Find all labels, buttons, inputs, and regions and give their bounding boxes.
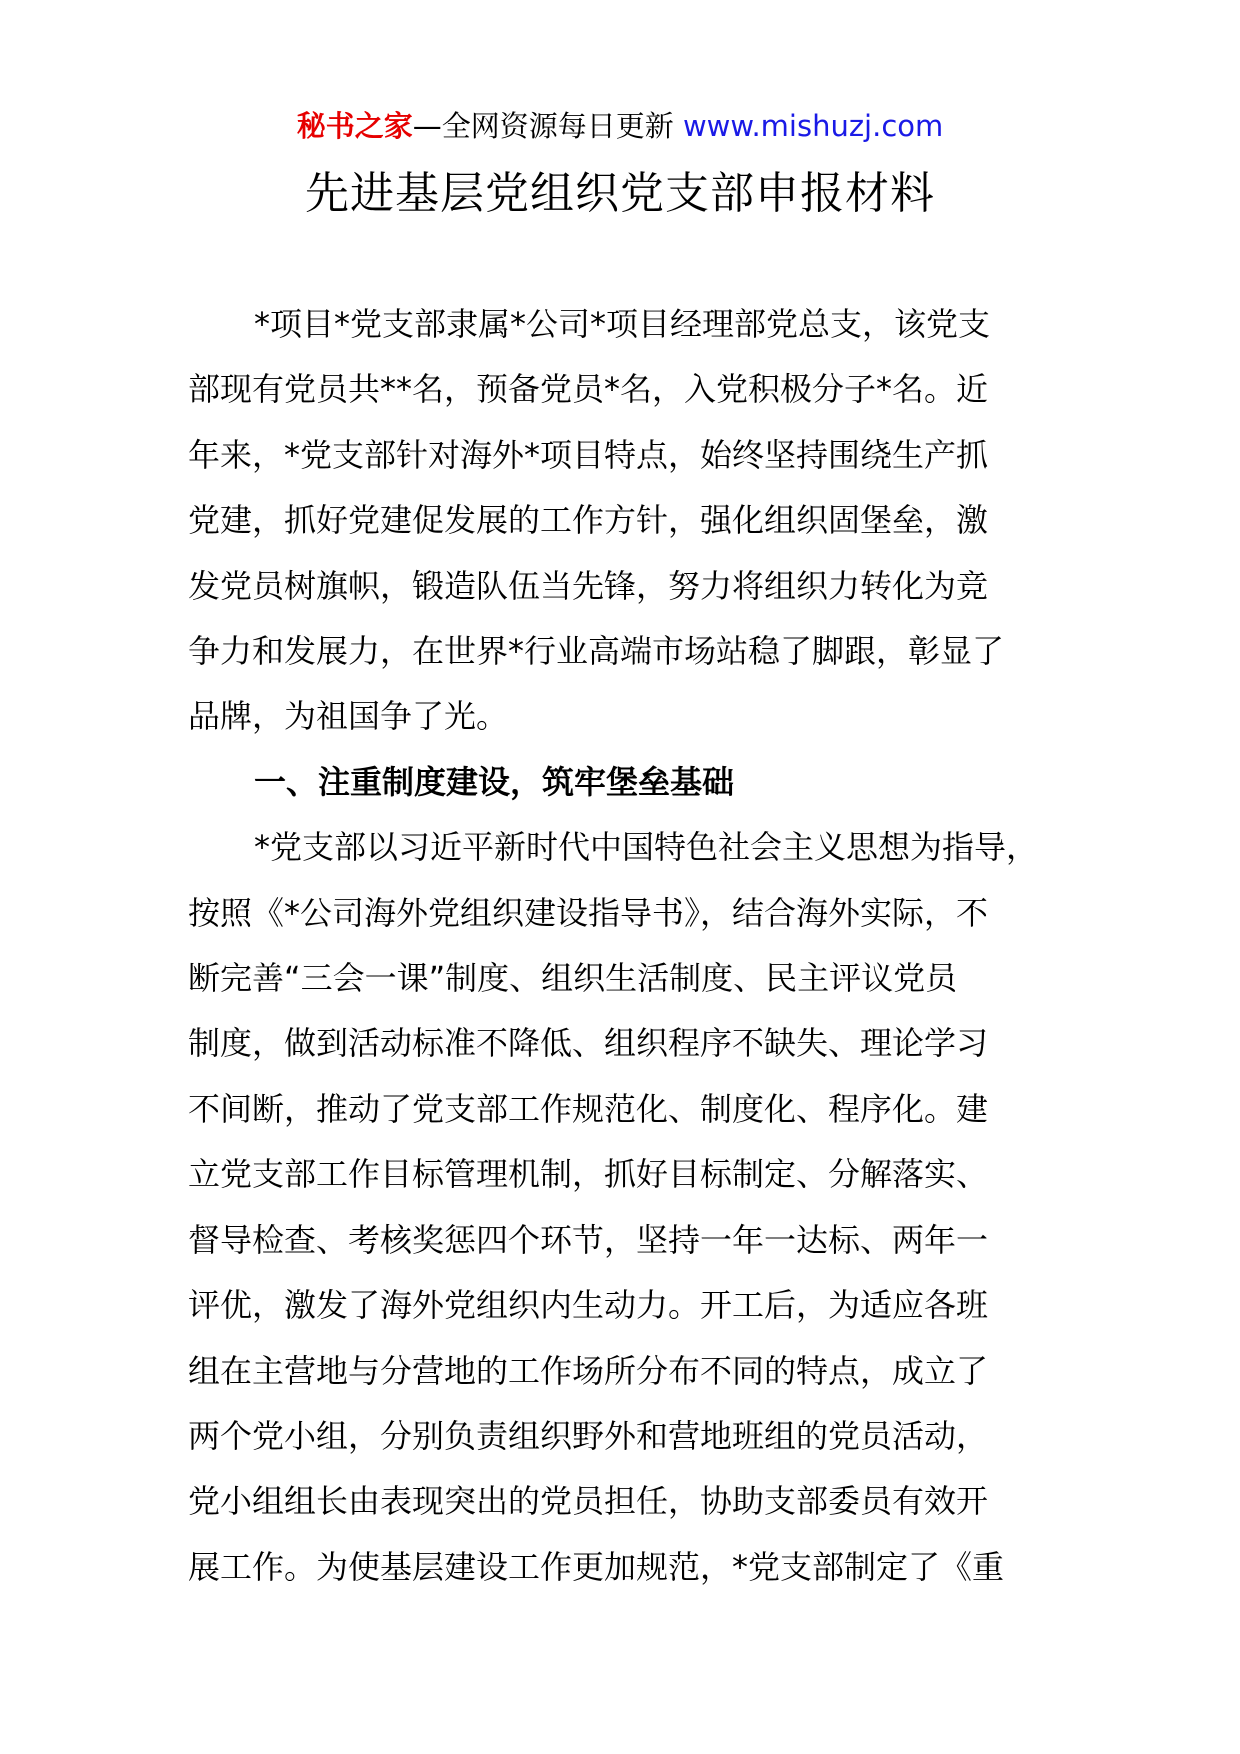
site-url-link[interactable]: www.mishuzj.com bbox=[682, 109, 944, 143]
site-banner bbox=[0, 104, 1240, 148]
text-line: *党支部以习近平新时代中国特色社会主义思想为指导， bbox=[254, 828, 1039, 867]
text-line: 展工作。为使基层建设工作更加规范，*党支部制定了《重 bbox=[188, 1547, 1005, 1586]
text-line: 评优，激发了海外党组织内生动力。开工后，为适应各班 bbox=[188, 1286, 989, 1325]
text-line: 党小组组长由表现突出的党员担任，协助支部委员有效开 bbox=[188, 1482, 989, 1521]
paragraph-intro bbox=[188, 292, 1068, 750]
text-line: 品牌，为祖国争了光。 bbox=[188, 697, 509, 736]
text-line: 制度，做到活动标准不降低、组织程序不缺失、理论学习 bbox=[188, 1024, 989, 1063]
text-line: 督导检查、考核奖惩四个环节，坚持一年一达标、两年一 bbox=[188, 1220, 989, 1259]
text-line: 立党支部工作目标管理机制，抓好目标制定、分解落实、 bbox=[188, 1155, 989, 1194]
site-brand: 秘书之家 bbox=[296, 109, 413, 143]
text-line: 不间断，推动了党支部工作规范化、制度化、程序化。建 bbox=[188, 1089, 989, 1128]
section-heading-text: 一、注重制度建设，筑牢堡垒基础 bbox=[254, 762, 735, 801]
text-line: *项目*党支部隶属*公司*项目经理部党总支，该党支 bbox=[254, 305, 991, 343]
text-line: 断完善“三会一课”制度、组织生活制度、民主评议党员 bbox=[188, 959, 958, 998]
document-title: 先进基层党组织党支部申报材料 bbox=[305, 168, 935, 219]
text-line: 按照《*公司海外党组织建设指导书》，结合海外实际，不 bbox=[188, 893, 989, 932]
site-tagline: —全网资源每日更新 bbox=[412, 109, 683, 143]
text-line: 部现有党员共**名，预备党员*名，入党积极分子*名。近 bbox=[188, 370, 989, 409]
text-line: 党建，抓好党建促发展的工作方针，强化组织固堡垒，激 bbox=[188, 501, 989, 540]
paragraph-section1 bbox=[188, 815, 1068, 1600]
text-line: 组在主营地与分营地的工作场所分布不同的特点，成立了 bbox=[188, 1351, 989, 1390]
text-line: 两个党小组，分别负责组织野外和营地班组的党员活动， bbox=[188, 1416, 989, 1455]
document-body bbox=[188, 292, 1068, 1600]
text-line: 争力和发展力，在世界*行业高端市场站稳了脚跟，彰显了 bbox=[188, 632, 1005, 671]
text-line: 年来，*党支部针对海外*项目特点，始终坚持围绕生产抓 bbox=[188, 435, 989, 474]
text-line: 发党员树旗帜，锻造队伍当先锋，努力将组织力转化为竞 bbox=[188, 566, 989, 605]
section-heading bbox=[188, 750, 1068, 815]
